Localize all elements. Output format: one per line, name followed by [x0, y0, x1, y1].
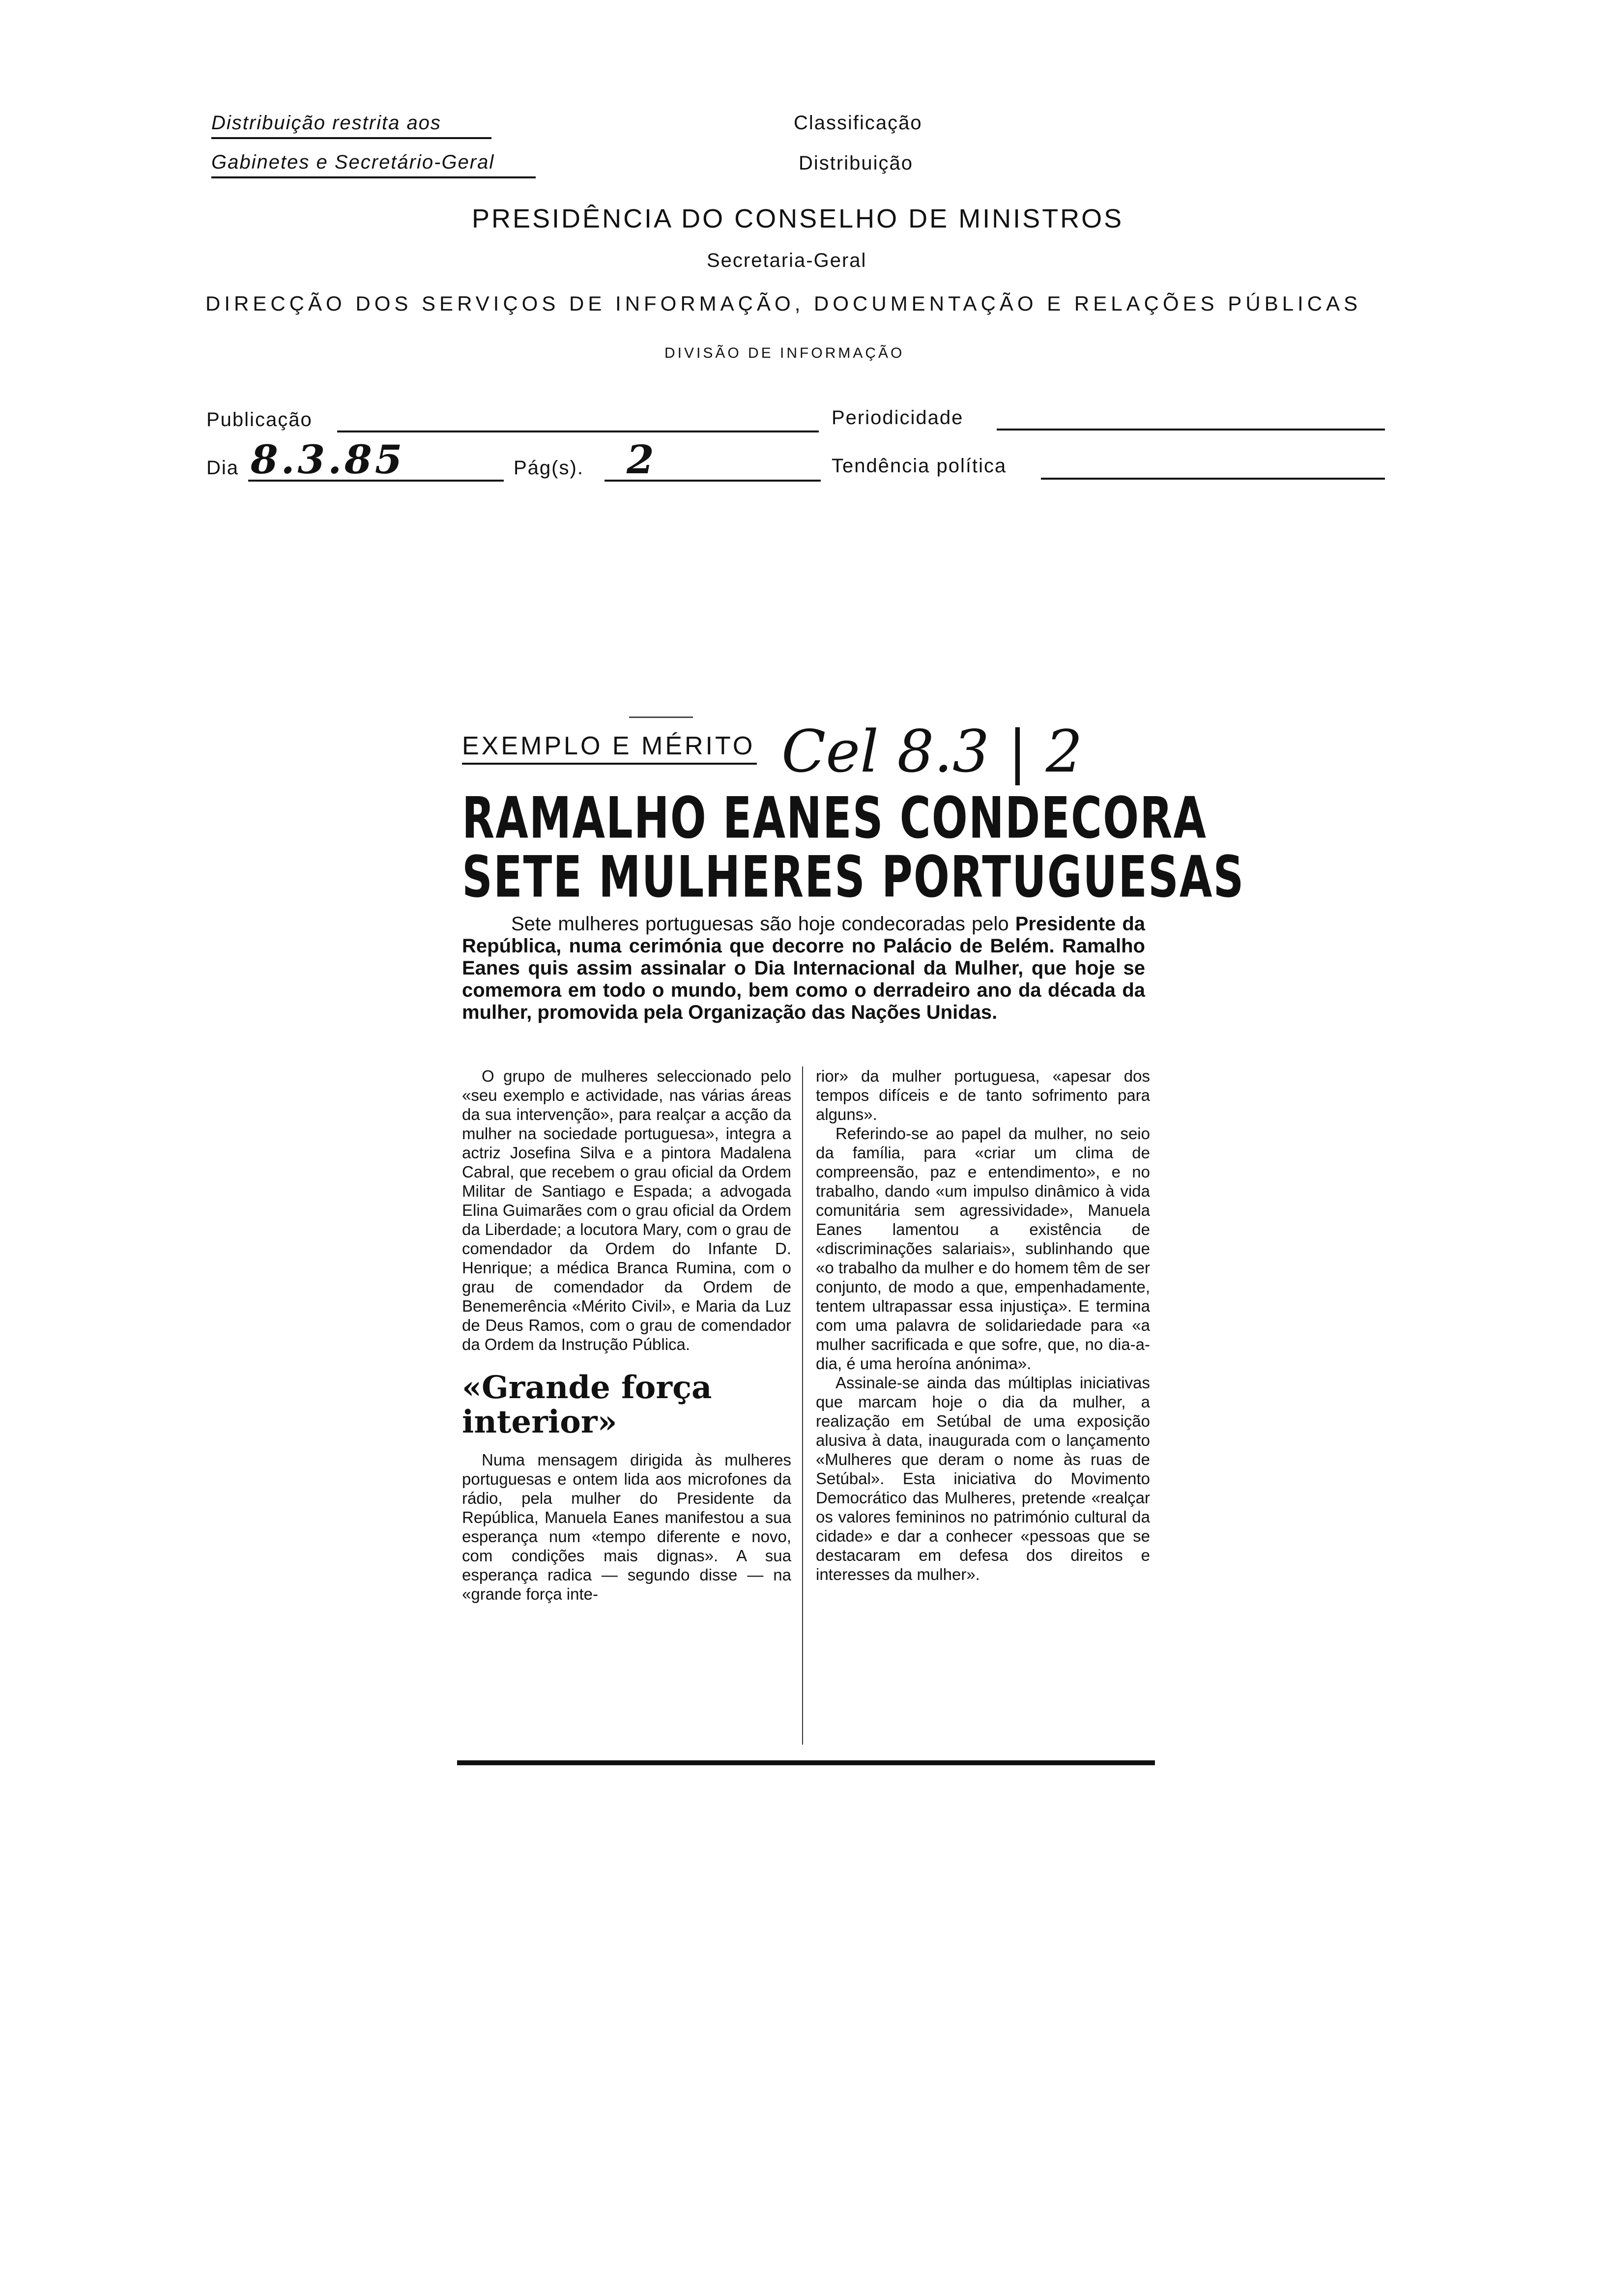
periodicity-label: Periodicidade	[832, 407, 964, 429]
article-headline-line-1: RAMALHO EANES CONDECORA	[462, 785, 1207, 852]
pages-label: Pág(s).	[514, 457, 584, 479]
publication-label: Publicação	[206, 409, 313, 430]
day-label: Dia	[206, 457, 239, 479]
article-col2-paragraph-1: rior» da mulher portuguesa, «apesar dos tempos difíceis e de tanto sofrimento para alguns».	[816, 1067, 1150, 1123]
article-lead	[462, 913, 1145, 1024]
article-col1-paragraph-2: Numa mensagem dirigida às mulheres portuguesas e ontem lida aos microfones da rádio, pela mulher do Presidente da República, Manuela Eanes manifestou a sua esperança num «tempo diferente e novo, com condições mais dignas». A sua esperança radica — segundo disse — na «grande força inte-	[462, 1451, 791, 1603]
publication-field-line	[337, 430, 819, 432]
distribution-label: Distribuição	[799, 152, 913, 174]
article-kicker: EXEMPLO E MÉRITO	[462, 731, 757, 765]
article-column-1	[462, 1066, 791, 1604]
tendency-label: Tendência política	[832, 455, 1007, 477]
office-title: PRESIDÊNCIA DO CONSELHO DE MINISTROS	[472, 204, 1124, 233]
periodicity-field-line	[997, 429, 1385, 430]
distribution-line-1: Distribuição restrita aos	[211, 112, 491, 139]
division-label: DIVISÃO DE INFORMAÇÃO	[664, 345, 905, 361]
distribution-line-2: Gabinetes e Secretário-Geral	[211, 151, 536, 178]
classification-label: Classificação	[794, 112, 922, 134]
day-value-handwritten: 8.3.85	[251, 436, 405, 483]
article-column-2	[816, 1066, 1150, 1584]
handwritten-archive-note: Cel 8.3 | 2	[781, 718, 1083, 785]
article-subhead: «Grande força interior»	[462, 1369, 712, 1440]
article-headline-line-2: SETE MULHERES PORTUGUESAS	[462, 844, 1245, 911]
secretariat-label: Secretaria-Geral	[707, 250, 867, 271]
clipping-top-rule	[629, 717, 693, 718]
article-col1-paragraph-1: O grupo de mulheres seleccionado pelo «seu exemplo e actividade, nas várias áreas da sua intervenção», para realçar a acção da mulher na sociedade portuguesa», integra a actriz Josefina Silva e a pintora Madalena Cabral, que recebem o grau oficial da Ordem Militar de Santiago e Espada; a advogada Elina Guimarães com o grau oficial da Ordem da Liberdade; a locutora Mary, com o grau de comendador da Ordem do Infante D. Henrique; a médica Branca Rumina, com o grau de comendador da Ordem de Benemerência «Mérito Civil», e Maria da Luz de Deus Ramos, com o grau de comendador da Ordem da Instrução Pública.	[462, 1067, 791, 1353]
directorate-label: DIRECÇÃO DOS SERVIÇOS DE INFORMAÇÃO, DOCUMENTAÇÃO E RELAÇÕES PÚBLICAS	[205, 292, 1362, 315]
article-col2-paragraph-3: Assinale-se ainda das múltiplas iniciativas que marcam hoje o dia da mulher, a realização em Setúbal de uma exposição alusiva à data, inaugurada com o lançamento «Mulheres que deram o nome às ruas de Setúbal». Esta iniciativa do Movimento Democrático das Mulheres, pretende «realçar os valores femininos no património cultural da cidade» e dar a conhecer «pessoas que se destacaram em defesa dos direitos e interesses da mulher».	[816, 1374, 1150, 1583]
clipping-bottom-rule	[457, 1760, 1155, 1765]
day-field-line	[248, 480, 504, 482]
article-lead-plain: Sete mulheres portuguesas são hoje condecoradas pelo	[511, 913, 1009, 935]
column-separator	[802, 1066, 803, 1745]
pages-field-line	[604, 480, 821, 482]
article-lead-bold: Presidente da República, numa cerimónia que decorre no Palácio de Belém. Ramalho Eanes quis assim assinalar o Dia Internacional da Mulher, que hoje se comemora em todo o mundo, bem como o derradeiro ano da década da mulher, promovida pela Organização das Nações Unidas.	[462, 913, 1145, 1023]
tendency-field-line	[1041, 478, 1385, 480]
article-col2-paragraph-2: Referindo-se ao papel da mulher, no seio da família, para «criar um clima de compreensão, paz e entendimento», e no trabalho, dando «um impulso dinâmico à vida comunitária sem agressividade», Manuela Eanes lamentou a existência de «discriminações salariais», sublinhando que «o trabalho da mulher e do homem têm de ser conjunto, de modo a que, empenhadamente, tentem ultrapassar essa injustiça». E termina com uma palavra de solidariedade para «a mulher sacrificada e que sofre, que, no dia-a-dia, é uma heroína anónima».	[816, 1124, 1150, 1373]
pages-value-handwritten: 2	[627, 436, 654, 483]
